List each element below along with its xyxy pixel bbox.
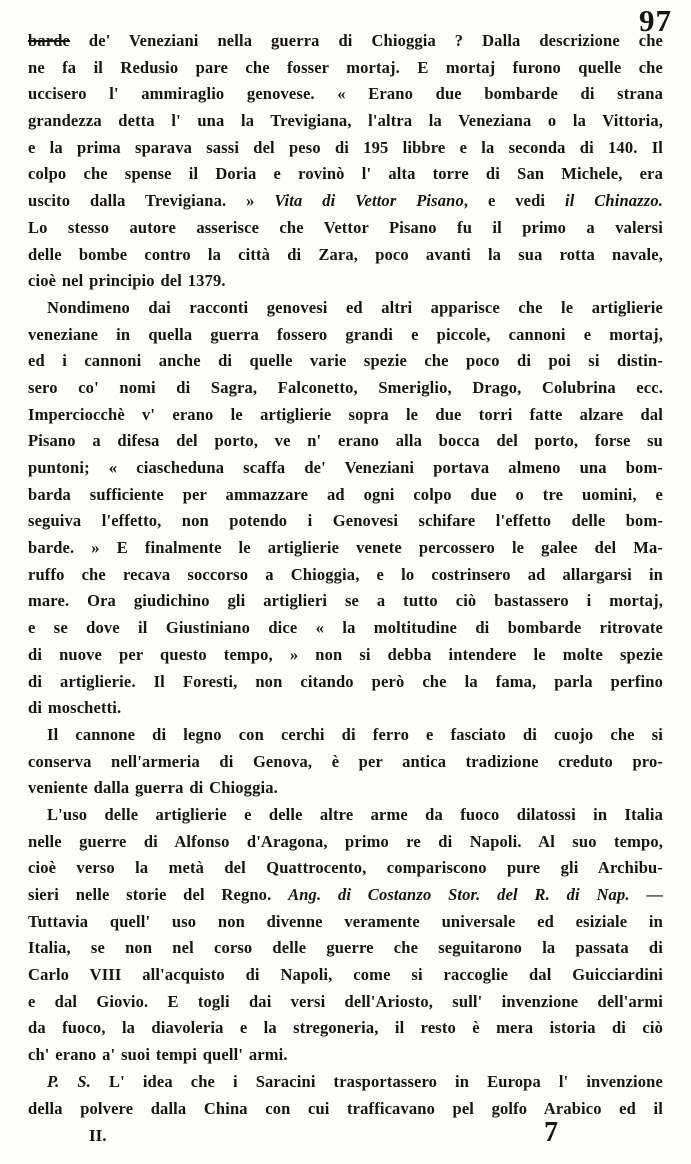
body-text: ne fa il Redusio pare che fosser mortaj. E mortaj furono quelle che: [28, 57, 663, 77]
text-line: [28, 1042, 663, 1069]
body-text: veniente dalla guerra di Chioggia.: [28, 778, 278, 798]
body-text: da fuoco, la diavoleria e la stregoneria, il resto è mera istoria di ciò: [28, 1018, 663, 1038]
body-text: de' Veneziani nella guerra di Chioggia ? Dalla descrizione che: [70, 31, 663, 50]
body-text: Lo stesso autore asserisce che Vettor Pisano fu il primo a valersi: [28, 217, 663, 237]
text-line: [28, 402, 663, 429]
text-line: [28, 135, 663, 162]
body-text: Il cannone di legno con cerchi di ferro e fasciato di cuojo che si: [47, 724, 663, 744]
text-line: [28, 695, 663, 722]
text-line: [28, 855, 663, 882]
text-line: [28, 1096, 663, 1123]
text-line: [28, 268, 663, 295]
body-text: barda sufficiente per ammazzare ad ogni colpo due o tre uomini, e: [28, 484, 663, 504]
text-line: [28, 989, 663, 1016]
text-line: [28, 775, 663, 802]
italic-text: Vita di Vettor Pisano: [274, 191, 464, 211]
text-line: [28, 749, 663, 776]
text-line: [28, 588, 663, 615]
text-line: [28, 722, 663, 749]
text-line: [28, 55, 663, 82]
body-text: —: [629, 885, 663, 904]
text-line: [28, 1069, 663, 1096]
body-text: cioè nel principio del 1379.: [28, 271, 226, 291]
text-line: [28, 428, 663, 455]
text-line: [28, 829, 663, 856]
body-text: barde. » E finalmente le artiglierie venete percossero le galee del Ma-: [28, 538, 663, 558]
body-text: sieri nelle storie del Regno.: [28, 885, 289, 904]
body-text: colpo che spense il Doria e rovinò l' alta torre di San Michele, era: [28, 164, 663, 184]
body-text: Pisano a difesa del porto, ve n' erano alla bocca del porto, forse su: [28, 431, 663, 451]
text-line: [28, 28, 663, 55]
body-text: di moschetti.: [28, 698, 122, 718]
body-text: ed i cannoni anche di quelle varie spezie che poco di poi si distin-: [28, 351, 663, 371]
signature-number: 7: [544, 1117, 558, 1148]
body-text: ch' erano a' suoi tempi quell' armi.: [28, 1045, 288, 1065]
page-text-block: [28, 28, 663, 1122]
text-line: [28, 161, 663, 188]
page-number: 97: [639, 3, 672, 38]
struck-text: barde: [28, 31, 70, 50]
body-text: veneziane in quella guerra fossero grandi e piccole, cannoni e mortaj,: [28, 324, 663, 344]
body-text: sero co' nomi di Sagra, Falconetto, Smeriglio, Drago, Colubrina ecc.: [28, 377, 663, 397]
body-text: L'uso delle artiglierie e delle altre arme da fuoco dilatossi in Italia: [47, 804, 663, 824]
body-text: uccisero l' ammiraglio genovese. « Erano due bombarde di strana: [28, 84, 663, 104]
text-line: [28, 455, 663, 482]
text-line: [28, 642, 663, 669]
body-text: della polvere dalla China con cui trafficavano pel golfo Arabico ed il: [28, 1098, 663, 1118]
text-line: [28, 1015, 663, 1042]
body-text: e la prima sparava sassi del peso di 195 libbre e la seconda di 140. Il: [28, 137, 663, 157]
text-line: [28, 348, 663, 375]
body-text: mare. Ora giudichino gli artiglieri se a tutto ciò bastassero i mortaj,: [28, 591, 663, 611]
body-text: e dal Giovio. E togli dai versi dell'Ariosto, sull' invenzione dell'armi: [28, 991, 663, 1011]
body-text: Imperciocchè v' erano le artiglierie sopra le due torri fatte alzare dal: [28, 404, 663, 424]
text-line: [28, 615, 663, 642]
text-line: [28, 962, 663, 989]
body-text: di artiglierie. Il Foresti, non citando però che la fama, parla perfino: [28, 671, 663, 691]
text-line: [28, 535, 663, 562]
body-text: conserva nell'armeria di Genova, è per antica tradizione creduto pro-: [28, 751, 663, 771]
text-line: [28, 322, 663, 349]
body-text: Italia, se non nel corso delle guerre che seguitarono la passata di: [28, 938, 663, 958]
body-text: Carlo VIII all'acquisto di Napoli, come si raccoglie dal Guicciardini: [28, 965, 663, 985]
text-line: [28, 669, 663, 696]
text-line: [28, 935, 663, 962]
text-line: [28, 909, 663, 936]
text-line: [28, 802, 663, 829]
italic-text: Ang. di Costanzo Stor. del R. di Nap.: [288, 885, 630, 904]
text-line: [28, 215, 663, 242]
body-text: L' idea che i Saracini trasportassero in Europa l' invenzione: [90, 1071, 663, 1091]
body-text: nelle guerre di Alfonso d'Aragona, primo re di Napoli. Al suo tempo,: [28, 831, 663, 851]
text-line: [28, 562, 663, 589]
text-line: [28, 482, 663, 509]
body-text: seguiva l'effetto, non potendo i Genovesi schifare l'effetto delle bom-: [28, 511, 663, 531]
body-text: delle bombe contro la città di Zara, poco avanti la sua rotta navale,: [28, 244, 663, 264]
text-line: [28, 508, 663, 535]
text-line: [28, 882, 663, 909]
text-line: [28, 188, 663, 215]
body-text: e se dove il Giustiniano dice « la moltitudine di bombarde ritrovate: [28, 618, 663, 638]
body-text: cioè verso la metà del Quattrocento, compariscono pure gli Archibu-: [28, 858, 663, 878]
body-text: uscito dalla Trevigiana. »: [28, 191, 275, 211]
text-line: [28, 81, 663, 108]
body-text: Tuttavia quell' uso non divenne veramente universale ed esiziale in: [28, 911, 663, 931]
body-text: puntoni; « ciascheduna scaffa de' Veneziani portava almeno una bom-: [28, 458, 663, 477]
volume-marker: II.: [89, 1126, 107, 1145]
italic-text: P. S.: [47, 1071, 91, 1091]
body-text: grandezza detta l' una la Trevigiana, l'altra la Veneziana o la Vittoria,: [28, 111, 663, 131]
body-text: di nuove per questo tempo, » non si debba intendere le molte spezie: [28, 644, 663, 664]
body-text: ruffo che recava soccorso a Chioggia, e lo costrinsero ad allargarsi in: [28, 564, 663, 584]
text-line: [28, 108, 663, 135]
italic-text: il Chinazzo.: [564, 191, 663, 211]
text-line: [28, 375, 663, 402]
text-line: [28, 242, 663, 269]
text-line: [28, 295, 663, 322]
body-text: , e vedi: [463, 191, 565, 211]
body-text: Nondimeno dai racconti genovesi ed altri apparisce che le artiglierie: [47, 297, 663, 317]
